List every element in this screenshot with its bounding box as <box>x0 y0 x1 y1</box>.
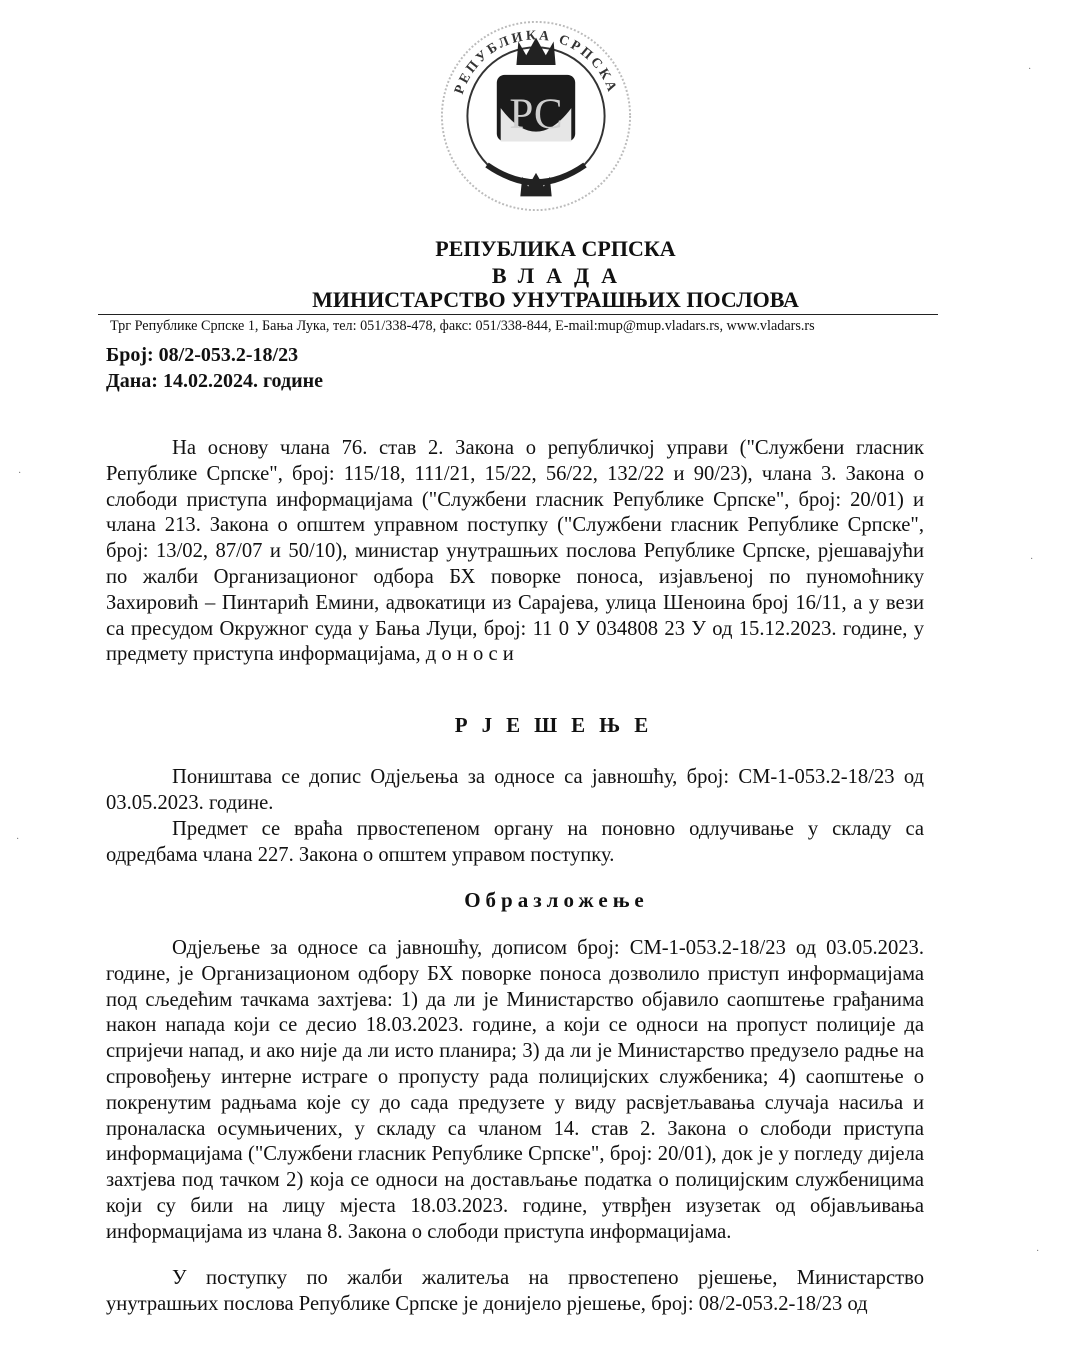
header-republic: РЕПУБЛИКА СРПСКА <box>435 236 676 261</box>
coat-of-arms-seal <box>438 18 634 214</box>
header-government: ВЛАДА <box>491 263 630 288</box>
scan-speck: · <box>1030 554 1034 565</box>
intro-paragraph: На основу члана 76. став 2. Закона о републичкој управи ("Службени гласник Републике Српске", број: 115/18, 111/21, 15/22, 56/22, 132/22 и 90/23), члана 3. Закона о слободи приступа информацијама ("Службени гласник Републике Српске", број: 20/01) и члана 213. Закона о општем управном поступку ("Службени гласник Републике Српске", број: 13/02, 87/07 и 50/10), министар унутрашњих послова Републике Српске, рјешавајући по жалби Организационог одбора БХ поворке поноса, изјављеној по пуномоћнику Захировић – Пинтарић Емини, адвокатици из Сарајева, улица Шеноина број 16/11, а у вези са пресудом Окружног суда у Бањa Луци, број: 11 0 У 034808 23 У од 15.12.2023. године, у предмету приступа информацијама, д о н о с и <box>106 437 924 666</box>
document-number: Број: 08/2-053.2-18/23 <box>106 344 299 366</box>
scan-speck: · <box>1036 1246 1040 1257</box>
scan-speck: · <box>1028 64 1032 75</box>
scan-speck: · <box>18 468 22 479</box>
reasoning-paragraph-2: У поступку по жалби жалитеља на првостепено рјешење, Министарство унутрашњих послова Републике Српске је донијело рјешење, број: 08/2-053.2-18/23 од <box>106 1267 924 1315</box>
seal-letters: РС <box>509 90 563 138</box>
header-address: Трг Републике Српске 1, Бања Лука, тел: 051/338-478, факс: 051/338-844, E-mail:mup@mup.vladars.rs, www.vladars.rs <box>110 318 815 334</box>
header-ministry: МИНИСТАРСТВО УНУТРАШЊИХ ПОСЛОВА <box>312 287 799 312</box>
reasoning-paragraph-1: Одјељење за односе са јавношћу, дописом број: СМ-1-053.2-18/23 од 03.05.2023. године, је Организационом одбору БХ поворке поноса дозволило приступ информацијама под сљедећим тачкама захтјева: 1) да ли је Министарство објавило саопштење грађанима након напада који се десио 18.03.2023. године, а који се односи на пропуст полиције да спријечи напад, и ако није да ли исто планира; 3) да ли је Министарство предузело радње на спровођењу интерне истраге о пропусту рада полицијских службеника; 4) саопштење о покренутим радњама које су до сада предузете у виду расвјетљавања случаја насиља и проналаска осумњичених, у складу са чланом 14. став 2. Закона о слободи приступа информацијама ("Службени гласник Републике Српске", број: 20/01), док је у погледу дијела захтјева под тачком 2) која се односи на достављање податка о полицијским службеницима који су били на лицу мјеста 18.03.2023. године, утврђен изузетак од објављивања информацијама из члана 8. Закона о слободи приступа информацијама. <box>106 937 924 1243</box>
seal-ring-text: РЕПУБЛИКА СРПСКА <box>451 27 621 96</box>
decision-paragraph-1: Поништава се допис Одјељења за односе са јавношћу, број: СМ-1-053.2-18/23 од 03.05.2023. године. <box>106 766 924 814</box>
document-date: Дана: 14.02.2024. године <box>106 370 323 392</box>
decision-paragraph-2: Предмет се враћа првостепеном органу на поновно одлучивање у складу са одредбама члана 227. Закона о општем управом поступку. <box>106 818 924 866</box>
reasoning-title: Образложење <box>464 888 649 912</box>
decision-title: РЈЕШЕЊЕ <box>454 713 663 737</box>
scan-speck: · <box>16 834 20 845</box>
header-divider <box>98 314 938 315</box>
